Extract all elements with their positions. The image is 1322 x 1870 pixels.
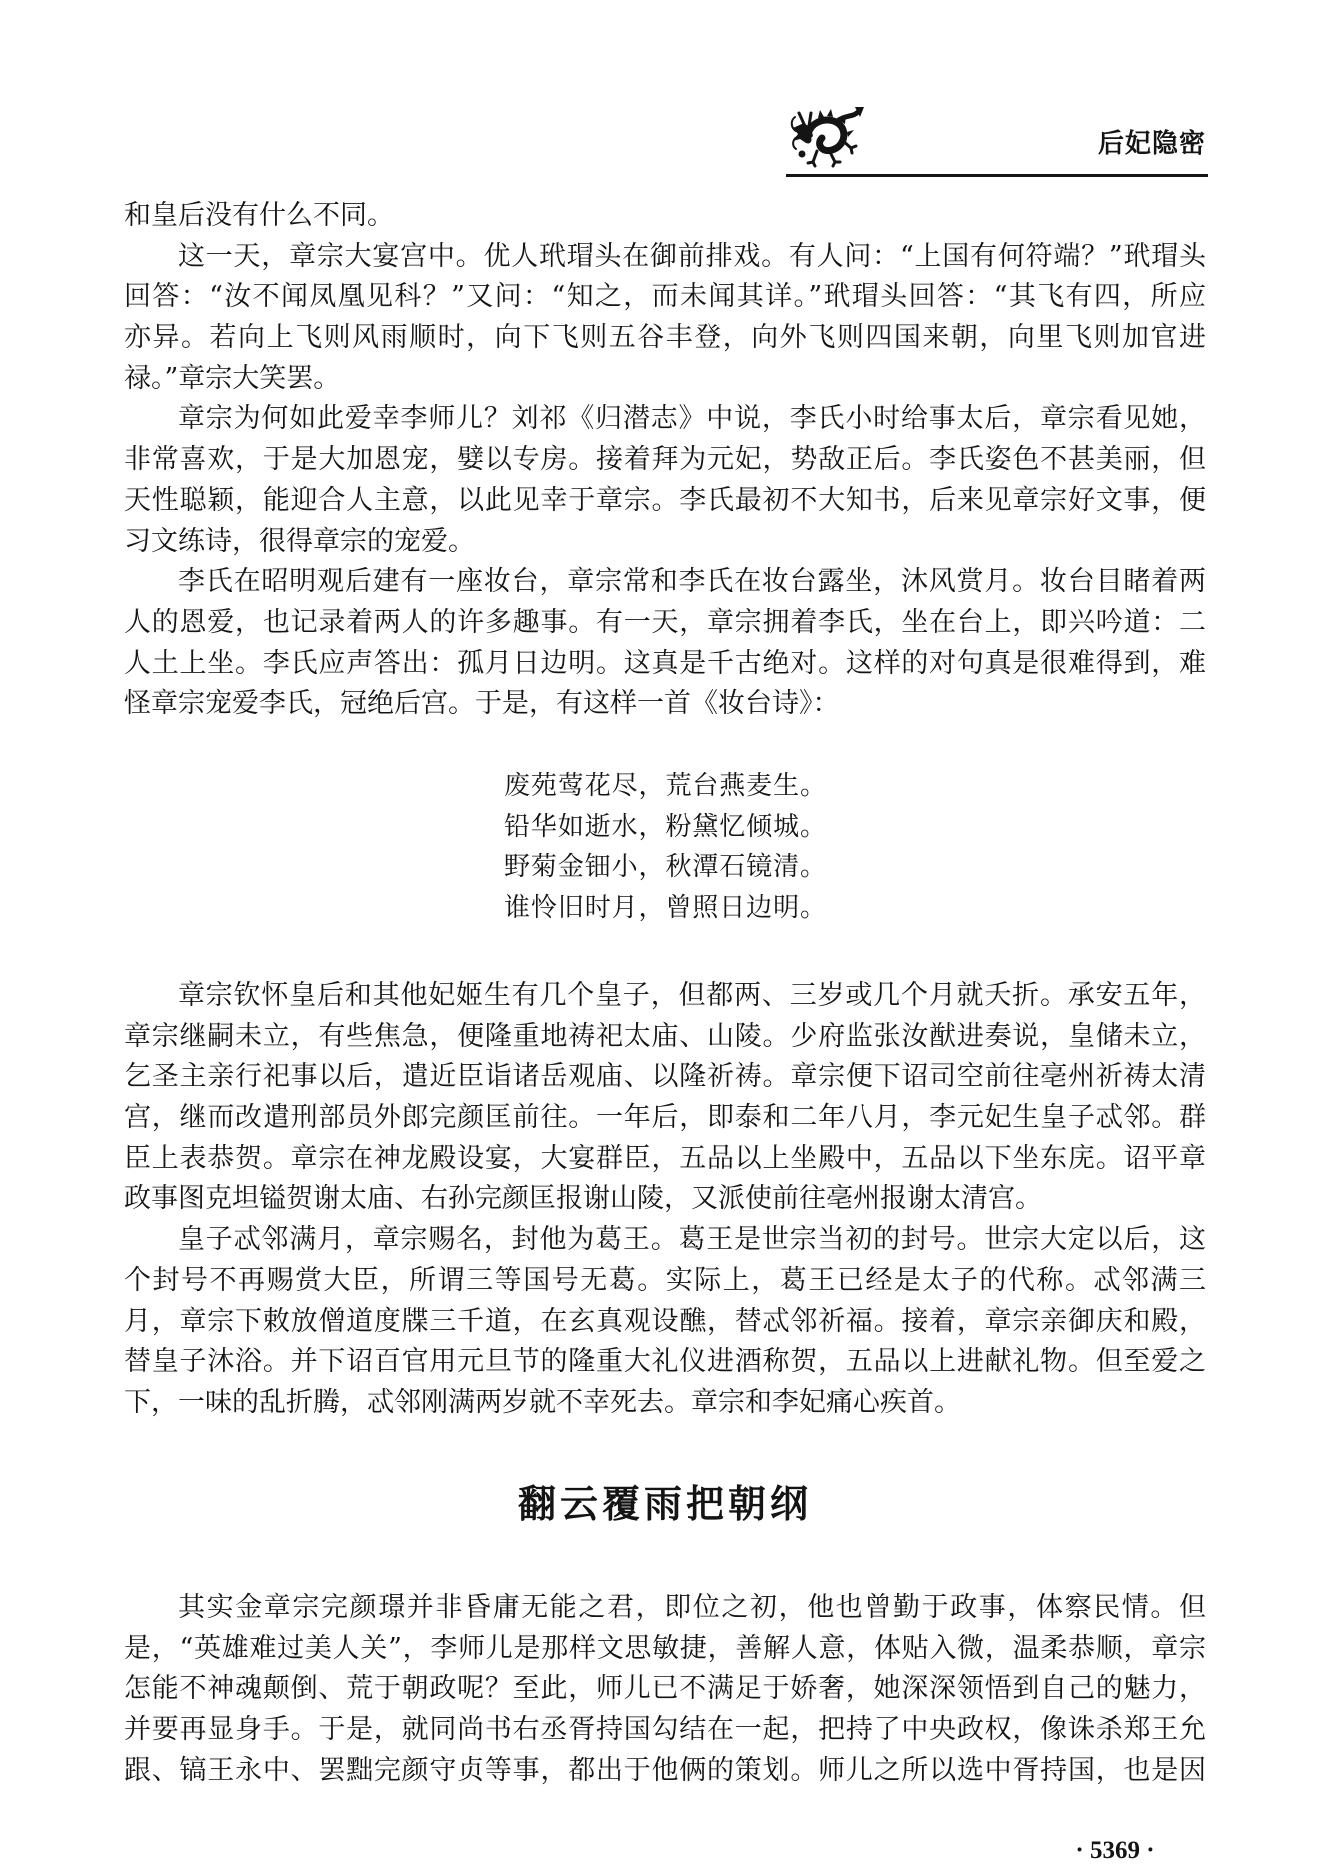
poem-line: 铅华如逝水，粉黛忆倾城。 (504, 811, 826, 842)
text-line: 下，一味的乱折腾，忒邻刚满两岁就不幸死去。章宗和李妃痛心疾首。 (124, 1386, 961, 1418)
page-number: · 5369 · (1075, 1837, 1155, 1864)
text-line: 亦异。若向上飞则风雨顺时，向下飞则五谷丰登，向外飞则四国来朝，向里飞则加官进 (124, 322, 1206, 354)
text-line: 政事图克坦镒贺谢太庙、右孙完颜匡报谢山陵，又派使前往亳州报谢太清宫。 (124, 1183, 1042, 1215)
text-line: 人土上坐。李氏应声答出：孤月日边明。这真是千古绝对。这样的对句真是很难得到，难 (124, 647, 1206, 679)
text-line: 宫，继而改遣刑部员外郎完颜匡前往。一年后，即泰和二年八月，李元妃生皇子忒邻。群 (124, 1102, 1206, 1134)
text-line: 个封号不再赐赏大臣，所谓三等国号无葛。实际上，葛王已经是太子的代称。忒邻满三 (124, 1264, 1206, 1296)
paragraph (124, 562, 1206, 725)
text-line: 章宗钦怀皇后和其他妃姬生有几个皇子，但都两、三岁或几个月就夭折。承安五年， (178, 980, 1206, 1011)
text-line: 其实金章宗完颜璟并非昏庸无能之君，即位之初，他也曾勤于政事，体察民情。但 (178, 1592, 1206, 1623)
text-line: 禄。”章宗大笑罢。 (124, 362, 341, 394)
text-line: 并要再显身手。于是，就同尚书右丞胥持国勾结在一起，把持了中央政权，像诛杀郑王允 (124, 1714, 1206, 1746)
paragraph (124, 1588, 1206, 1791)
text-line: 李氏在昭明观后建有一座妆台，章宗常和李氏在妆台露坐，沐风赏月。妆台目睹着两 (178, 566, 1206, 598)
text-line: 非常喜欢，于是大加恩宠，嬖以专房。接着拜为元妃，势敌正后。李氏姿色不甚美丽，但 (124, 444, 1206, 476)
text-line: 天性聪颖，能迎合人主意，以此见幸于章宗。李氏最初不大知书，后来见章宗好文事，便 (124, 484, 1206, 516)
running-title: 后妃隐密 (1097, 129, 1206, 159)
text-line: 跟、镐王永中、罢黜完颜守贞等事，都出于他俩的策划。师儿之所以选中胥持国，也是因 (124, 1754, 1206, 1786)
poem-line: 谁怜旧时月，曾照日边明。 (504, 893, 826, 924)
text-line: 月，章宗下敕放僧道度牒三千道，在玄真观设醮，替忒邻祈福。接着，章宗亲御庆和殿， (124, 1305, 1206, 1337)
paragraph (124, 976, 1206, 1220)
paragraph (124, 196, 1206, 237)
poem-line: 废苑莺花尽，荒台燕麦生。 (504, 771, 826, 801)
text-block (124, 976, 1206, 1424)
poem (504, 766, 826, 929)
section-heading: 翻云覆雨把朝纲 (517, 1482, 812, 1526)
text-line: 这一天，章宗大宴宫中。优人玳瑁头在御前排戏。有人问：“上国有何符端？”玳瑁头 (178, 240, 1206, 272)
text-line: 回答：“汝不闻凤凰见科？”又问：“知之，而未闻其详。”玳瑁头回答：“其飞有四，所应 (124, 281, 1206, 313)
text-line: 怎能不神魂颠倒、荒于朝政呢？至此，师儿已不满足于娇奢，她深深领悟到自己的魅力， (124, 1673, 1206, 1705)
paragraph (124, 237, 1206, 400)
text-line: 是，“英雄难过美人关”，李师儿是那样文思敏捷，善解人意，体贴入微，温柔恭顺，章宗 (124, 1632, 1206, 1664)
text-line: 习文练诗，很得章宗的宠爱。 (124, 525, 475, 557)
text-line: 怪章宗宠爱李氏，冠绝后宫。于是，有这样一首《妆台诗》： (124, 688, 840, 720)
text-line: 章宗继嗣未立，有些焦急，便隆重地祷祀太庙、山陵。少府监张汝猷进奏说，皇储未立， (124, 1020, 1206, 1052)
text-line: 人的恩爱，也记录着两人的许多趣事。有一天，章宗拥着李氏，坐在台上，即兴吟道：二 (124, 606, 1206, 638)
poem-line: 野菊金钿小，秋潭石镜清。 (504, 852, 826, 883)
section-body (124, 1588, 1206, 1791)
header-rule (786, 174, 1208, 177)
text-line: 章宗为何如此爱幸李师儿？刘祁《归潜志》中说，李氏小时给事太后，章宗看见她， (178, 403, 1206, 435)
text-line: 臣上表恭贺。章宗在神龙殿设宴，大宴群臣，五品以上坐殿中，五品以下坐东庑。诏平章 (124, 1142, 1206, 1174)
text-block (124, 196, 1206, 725)
dragon-icon (790, 106, 864, 168)
text-line: 皇子忒邻满月，章宗赐名，封他为葛王。葛王是世宗当初的封号。世宗大定以后，这 (178, 1224, 1206, 1256)
paragraph (124, 399, 1206, 562)
text-line: 和皇后没有什么不同。 (124, 200, 394, 231)
text-line: 乞圣主亲行祀事以后，遣近臣诣诸岳观庙、以隆祈祷。章宗便下诏司空前往亳州祈祷太清 (124, 1061, 1206, 1093)
paragraph (124, 1220, 1206, 1423)
text-line: 替皇子沐浴。并下诏百官用元旦节的隆重大礼仪进酒称贺，五品以上进献礼物。但至爱之 (124, 1346, 1206, 1378)
